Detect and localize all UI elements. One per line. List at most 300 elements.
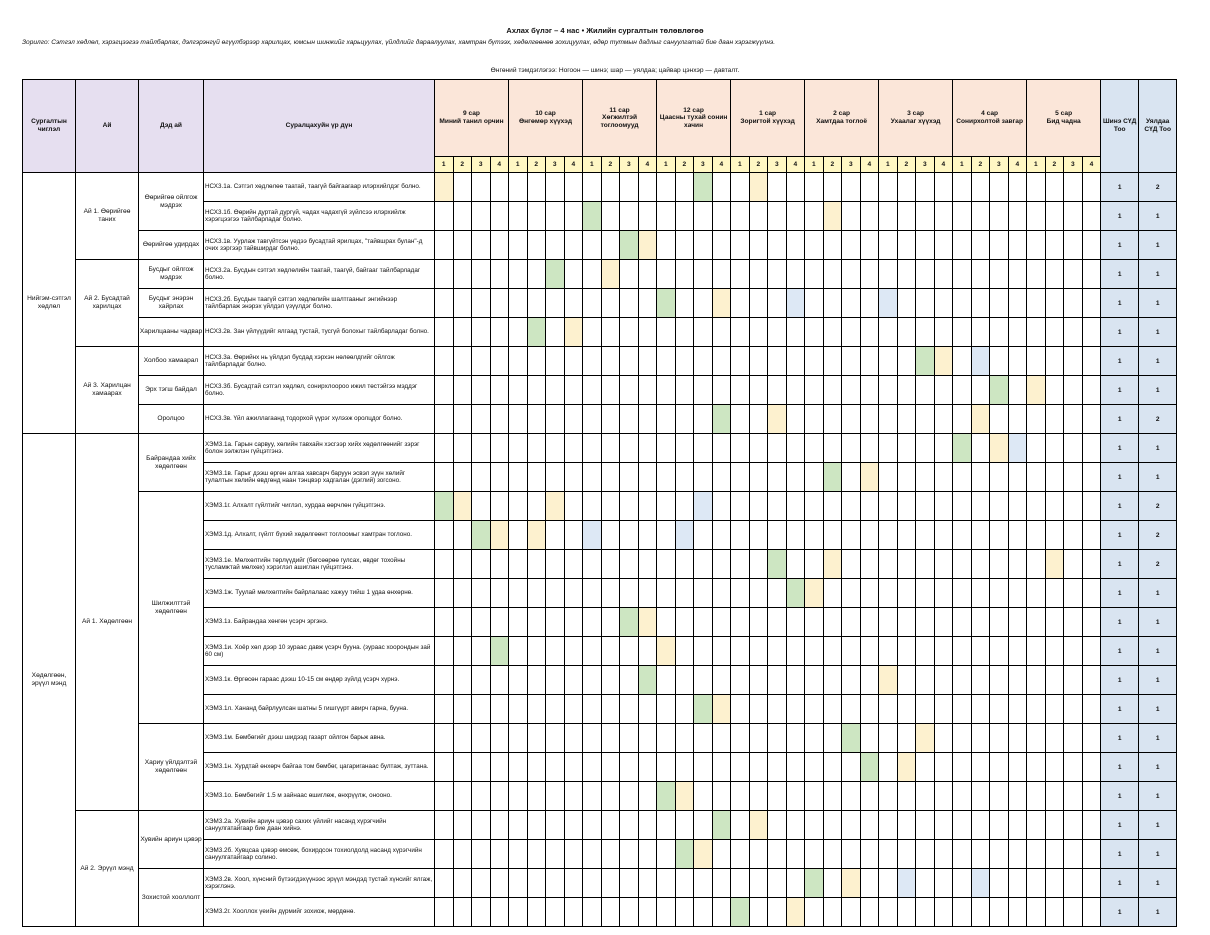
week-cell (953, 579, 972, 608)
week-cell (897, 782, 916, 811)
week-cell (1008, 695, 1027, 724)
week-cell (583, 898, 602, 927)
week-cell (897, 579, 916, 608)
week-cell (546, 405, 565, 434)
week-cell (472, 289, 491, 318)
week-cell (768, 869, 787, 898)
week-cell (453, 463, 472, 492)
week-cell (472, 666, 491, 695)
week-cell (1045, 347, 1064, 376)
week-cell (546, 318, 565, 347)
week-cell (1045, 231, 1064, 260)
week-cell (953, 695, 972, 724)
week-cell (805, 260, 824, 289)
week-cell (786, 782, 805, 811)
week-cell-link (564, 318, 583, 347)
week-cell (786, 840, 805, 869)
week-number: 3 (694, 157, 713, 173)
week-cell (583, 695, 602, 724)
week-cell (971, 463, 990, 492)
week-cell (823, 695, 842, 724)
week-cell (1064, 782, 1083, 811)
week-cell (768, 463, 787, 492)
week-cell (453, 782, 472, 811)
week-cell (583, 840, 602, 869)
week-cell (472, 753, 491, 782)
week-cell (879, 695, 898, 724)
week-cell (768, 231, 787, 260)
week-cell-link (916, 724, 935, 753)
week-cell (1082, 608, 1101, 637)
week-cell (638, 463, 657, 492)
week-cell (1027, 840, 1046, 869)
week-cell (990, 898, 1009, 927)
week-cell (731, 202, 750, 231)
plan-table-body (23, 173, 1177, 927)
week-cell (768, 173, 787, 202)
learning-outcome: ХЭМ3.2в. Хоол, хүнсний бүтээгдэхүүнээс эрүүл мэндэд тустай хүнсийг ялгаж, хэрэглэнэ. (204, 869, 435, 898)
week-cell (1045, 202, 1064, 231)
subdomain-cell: Эрх тэгш байдал (139, 376, 204, 405)
week-cell (1027, 521, 1046, 550)
link-outcome-count: 2 (1139, 550, 1177, 579)
week-cell (1045, 666, 1064, 695)
week-cell (638, 869, 657, 898)
week-cell (897, 608, 916, 637)
week-cell (786, 637, 805, 666)
week-cell (786, 666, 805, 695)
week-cell (842, 318, 861, 347)
week-cell-link (601, 260, 620, 289)
week-cell (860, 492, 879, 521)
week-cell (564, 811, 583, 840)
week-cell (509, 260, 528, 289)
week-cell (490, 724, 509, 753)
week-cell (601, 347, 620, 376)
week-cell (971, 521, 990, 550)
week-cell (583, 869, 602, 898)
week-cell (453, 579, 472, 608)
subdomain-cell: Шилжилттэй хөдөлгөөн (139, 492, 204, 724)
week-cell (435, 811, 454, 840)
week-cell (860, 869, 879, 898)
week-cell (953, 492, 972, 521)
week-cell (527, 579, 546, 608)
week-cell (675, 811, 694, 840)
week-cell (749, 260, 768, 289)
week-cell (453, 666, 472, 695)
week-cell-repeat (583, 521, 602, 550)
week-cell (509, 434, 528, 463)
week-cell (675, 579, 694, 608)
week-number: 3 (620, 157, 639, 173)
week-cell (564, 173, 583, 202)
week-cell (842, 579, 861, 608)
week-cell (731, 463, 750, 492)
week-cell (768, 347, 787, 376)
week-cell (897, 666, 916, 695)
week-cell (934, 289, 953, 318)
week-cell-link (638, 608, 657, 637)
week-cell (601, 405, 620, 434)
week-cell (712, 376, 731, 405)
link-outcome-count: 1 (1139, 434, 1177, 463)
new-outcome-count: 1 (1101, 753, 1139, 782)
week-cell (1027, 898, 1046, 927)
week-cell (564, 753, 583, 782)
week-cell (564, 347, 583, 376)
week-cell (1027, 405, 1046, 434)
week-number: 3 (768, 157, 787, 173)
week-cell (601, 811, 620, 840)
week-cell (509, 289, 528, 318)
new-outcome-count: 1 (1101, 898, 1139, 927)
week-cell (990, 521, 1009, 550)
week-cell (564, 579, 583, 608)
week-cell (712, 579, 731, 608)
week-cell (546, 347, 565, 376)
week-cell-link (749, 173, 768, 202)
week-number: 1 (953, 157, 972, 173)
week-cell (601, 840, 620, 869)
week-cell (453, 608, 472, 637)
week-cell (1008, 521, 1027, 550)
week-cell (564, 724, 583, 753)
month-header (435, 80, 509, 157)
week-cell (860, 695, 879, 724)
learning-outcome: НСХ3.3а. Өөрийнх нь үйлдэл бусдад хэрхэн нөлөөлдгийг ойлгож тайлбарладаг болно. (204, 347, 435, 376)
week-cell (564, 869, 583, 898)
week-cell (435, 724, 454, 753)
week-cell (601, 289, 620, 318)
week-cell (1064, 434, 1083, 463)
week-cell (842, 550, 861, 579)
week-cell (916, 202, 935, 231)
week-cell (731, 608, 750, 637)
week-cell (546, 695, 565, 724)
week-cell (564, 231, 583, 260)
week-cell (527, 782, 546, 811)
week-cell (860, 173, 879, 202)
week-cell (731, 753, 750, 782)
week-cell (916, 521, 935, 550)
week-cell (435, 869, 454, 898)
week-cell (527, 898, 546, 927)
week-cell (694, 202, 713, 231)
week-cell (657, 347, 676, 376)
month-header (731, 80, 805, 157)
domain-cell: Ай 2. Бусадтай харилцах (76, 260, 139, 347)
week-cell (546, 463, 565, 492)
week-cell (509, 637, 528, 666)
week-cell (694, 724, 713, 753)
week-cell (731, 724, 750, 753)
week-cell (990, 724, 1009, 753)
week-cell (749, 231, 768, 260)
link-outcome-count: 2 (1139, 492, 1177, 521)
new-outcome-count: 1 (1101, 521, 1139, 550)
week-cell (1045, 840, 1064, 869)
week-cell (435, 202, 454, 231)
week-cell (472, 173, 491, 202)
week-cell (620, 724, 639, 753)
link-outcome-count: 1 (1139, 840, 1177, 869)
week-cell (934, 318, 953, 347)
week-cell (1045, 492, 1064, 521)
week-cell (1082, 811, 1101, 840)
link-outcome-count: 1 (1139, 202, 1177, 231)
month-name: 1 сар (759, 110, 777, 118)
week-cell (953, 405, 972, 434)
week-cell (1008, 202, 1027, 231)
week-cell (823, 376, 842, 405)
link-outcome-count: 1 (1139, 260, 1177, 289)
month-name: 11 сар (609, 106, 630, 114)
week-cell (934, 463, 953, 492)
week-cell (453, 347, 472, 376)
table-row (23, 869, 1177, 898)
week-cell (731, 869, 750, 898)
week-cell-link (1045, 550, 1064, 579)
week-cell (971, 782, 990, 811)
week-cell-link (712, 289, 731, 318)
week-cell (749, 289, 768, 318)
week-cell (990, 492, 1009, 521)
week-cell (453, 840, 472, 869)
week-cell (860, 434, 879, 463)
week-cell (490, 463, 509, 492)
week-cell-link (860, 463, 879, 492)
week-cell (564, 434, 583, 463)
week-cell (620, 898, 639, 927)
week-cell (638, 289, 657, 318)
week-cell (916, 231, 935, 260)
week-cell (583, 463, 602, 492)
week-cell (509, 521, 528, 550)
week-cell (601, 550, 620, 579)
week-cell-link (897, 753, 916, 782)
week-cell (879, 724, 898, 753)
week-cell (731, 260, 750, 289)
week-cell (675, 289, 694, 318)
week-cell (472, 260, 491, 289)
week-cell (675, 753, 694, 782)
week-cell (1082, 521, 1101, 550)
week-number: 4 (934, 157, 953, 173)
week-cell (860, 637, 879, 666)
week-cell (768, 840, 787, 869)
learning-outcome: ХЭМ3.2б. Хувцсаа цэвэр өмсөж, бохирдсон тохиолдолд насанд хүрэгчийн сануулгатайгаар солино. (204, 840, 435, 869)
week-cell (1082, 434, 1101, 463)
week-cell (620, 260, 639, 289)
week-cell-new (768, 550, 787, 579)
week-cell (934, 231, 953, 260)
week-cell (472, 695, 491, 724)
week-cell (916, 434, 935, 463)
week-cell (953, 753, 972, 782)
learning-outcome: НСХ3.2в. Зан үйлүүдийг ялгаад тустай, тусгүй болохыг тайлбарладаг болно. (204, 318, 435, 347)
week-cell (638, 898, 657, 927)
week-cell (1045, 434, 1064, 463)
week-cell (731, 550, 750, 579)
week-cell (990, 695, 1009, 724)
week-cell (1064, 260, 1083, 289)
week-cell (860, 898, 879, 927)
week-cell (860, 318, 879, 347)
week-cell (731, 840, 750, 869)
table-row (23, 376, 1177, 405)
week-cell (453, 695, 472, 724)
week-cell (934, 637, 953, 666)
week-cell (1027, 260, 1046, 289)
week-cell (879, 173, 898, 202)
learning-outcome: ХЭМ3.1г. Алхалт гүйлтийг чиглэл, хурдаа өөрчлөн гүйцэтгэнэ. (204, 492, 435, 521)
week-cell (749, 724, 768, 753)
week-cell (971, 173, 990, 202)
week-cell (453, 550, 472, 579)
header-month-group: Ай (76, 80, 139, 173)
week-cell (934, 521, 953, 550)
week-cell (509, 231, 528, 260)
week-cell (694, 260, 713, 289)
week-cell (897, 637, 916, 666)
week-cell (749, 782, 768, 811)
week-cell (564, 782, 583, 811)
week-cell-repeat (897, 869, 916, 898)
new-outcome-count: 1 (1101, 347, 1139, 376)
month-theme: Хөгжилтэй тоглоомууд (600, 114, 639, 129)
week-cell (675, 898, 694, 927)
week-cell (601, 318, 620, 347)
week-cell (694, 579, 713, 608)
link-outcome-count: 1 (1139, 231, 1177, 260)
week-cell (453, 811, 472, 840)
week-cell-new (472, 521, 491, 550)
week-cell (453, 637, 472, 666)
week-cell (620, 637, 639, 666)
week-cell-new (638, 666, 657, 695)
week-cell (509, 840, 528, 869)
learning-outcome: НСХ3.1б. Өөрийн дуртай дургүй, чадах чадахгүй зүйлсээ илэрхийлж хэрэгцээгээ тайлбарладаг болно. (204, 202, 435, 231)
week-cell (601, 753, 620, 782)
week-cell (1045, 463, 1064, 492)
week-cell (768, 434, 787, 463)
week-cell-link (490, 521, 509, 550)
week-cell (1064, 724, 1083, 753)
week-cell (971, 550, 990, 579)
week-cell (897, 318, 916, 347)
week-cell (509, 782, 528, 811)
week-cell (805, 492, 824, 521)
week-cell (675, 608, 694, 637)
week-cell (1008, 492, 1027, 521)
week-cell (879, 260, 898, 289)
week-number: 3 (1064, 157, 1083, 173)
week-cell (1027, 637, 1046, 666)
week-cell (1045, 637, 1064, 666)
month-name: 12 сар (683, 106, 704, 114)
week-cell (712, 521, 731, 550)
week-cell (583, 289, 602, 318)
week-cell (971, 811, 990, 840)
table-row (23, 492, 1177, 521)
link-outcome-count: 1 (1139, 666, 1177, 695)
week-cell (731, 579, 750, 608)
week-cell (916, 637, 935, 666)
week-cell (768, 695, 787, 724)
week-cell (1082, 231, 1101, 260)
week-cell (509, 173, 528, 202)
week-cell (934, 434, 953, 463)
week-cell (1064, 840, 1083, 869)
week-cell (1027, 202, 1046, 231)
week-cell (527, 347, 546, 376)
week-cell (1027, 492, 1046, 521)
week-cell (990, 666, 1009, 695)
week-cell (1064, 289, 1083, 318)
month-header (805, 80, 879, 157)
week-cell (971, 376, 990, 405)
week-cell (879, 492, 898, 521)
week-cell (620, 347, 639, 376)
week-cell (657, 434, 676, 463)
subdomain-cell: Оролцоо (139, 405, 204, 434)
week-cell (731, 318, 750, 347)
week-cell-repeat (971, 347, 990, 376)
week-cell (823, 434, 842, 463)
week-cell (1008, 666, 1027, 695)
week-cell (768, 492, 787, 521)
week-cell (842, 695, 861, 724)
week-cell (490, 898, 509, 927)
week-cell-new (805, 869, 824, 898)
week-cell (675, 724, 694, 753)
week-cell (675, 347, 694, 376)
week-cell (527, 260, 546, 289)
table-row (23, 231, 1177, 260)
week-cell (879, 637, 898, 666)
week-cell (768, 811, 787, 840)
week-cell (694, 811, 713, 840)
week-cell (916, 492, 935, 521)
annual-plan-table (22, 79, 1177, 927)
week-cell (601, 695, 620, 724)
week-cell (583, 434, 602, 463)
week-cell (786, 318, 805, 347)
week-cell (620, 695, 639, 724)
week-cell (879, 782, 898, 811)
week-cell (805, 405, 824, 434)
week-cell (971, 231, 990, 260)
week-cell (546, 434, 565, 463)
month-header (657, 80, 731, 157)
week-cell (805, 695, 824, 724)
week-cell (472, 405, 491, 434)
week-cell (620, 753, 639, 782)
week-cell (1008, 550, 1027, 579)
week-cell (916, 840, 935, 869)
week-cell (583, 173, 602, 202)
week-cell (1082, 724, 1101, 753)
week-cell (731, 405, 750, 434)
week-cell (583, 608, 602, 637)
week-cell (675, 666, 694, 695)
week-cell-new (527, 318, 546, 347)
week-cell-link (971, 405, 990, 434)
week-cell (472, 811, 491, 840)
week-cell-repeat (675, 521, 694, 550)
week-number: 1 (1027, 157, 1046, 173)
